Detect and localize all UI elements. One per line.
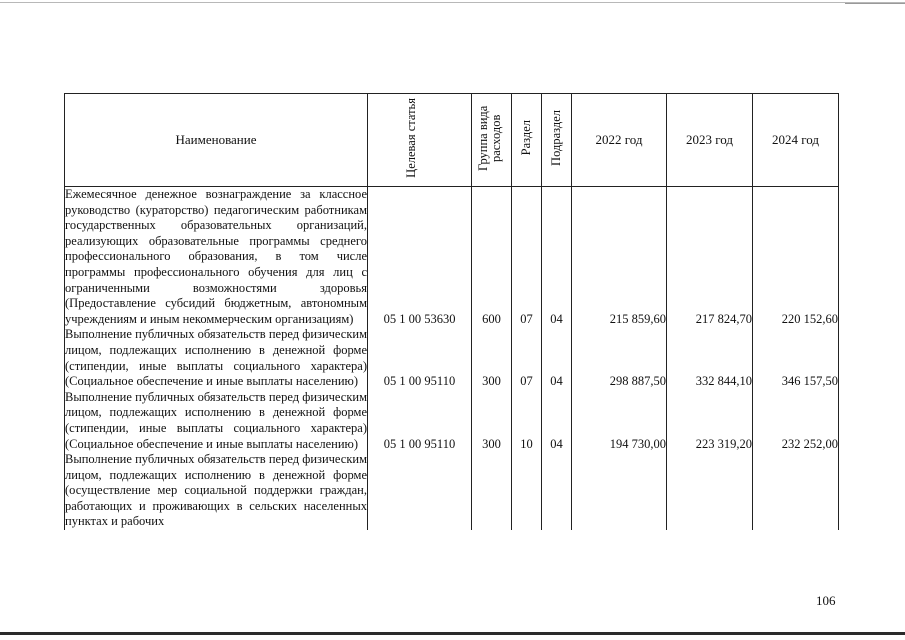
- header-year-2024: 2024 год: [753, 94, 839, 187]
- row-target-article: 05 1 00 95110: [368, 327, 472, 389]
- table-row-continued: [65, 452, 839, 530]
- row-amount-2024: 232 252,00: [753, 390, 839, 452]
- row-name: Выполнение публичных обязательств перед физическим лицом, подлежащих исполнению в денежной форме (стипендии, иные выплаты социального характера) (Социальное обеспечение и иные выплаты населению): [65, 389, 367, 451]
- table-row: [65, 390, 839, 452]
- header-year-2022: 2022 год: [572, 94, 667, 187]
- header-name: Наименование: [65, 94, 368, 187]
- row-subsection: 04: [542, 327, 572, 389]
- row-expense-group: 600: [472, 187, 512, 328]
- page-number: 106: [816, 593, 836, 608]
- row-section: 07: [512, 327, 542, 389]
- row-expense-group: 300: [472, 327, 512, 389]
- row-section: 07: [512, 187, 542, 328]
- row-target-article: 05 1 00 53630: [368, 187, 472, 328]
- row-amount-2023: 223 319,20: [667, 390, 753, 452]
- budget-table: [64, 93, 839, 530]
- header-target-article: [368, 94, 472, 187]
- row-subsection: 04: [542, 390, 572, 452]
- header-expense-group: [472, 94, 512, 187]
- header-expense-group-label: Группа вида расходов: [475, 105, 503, 171]
- row-expense-group: 300: [472, 390, 512, 452]
- row-amount-2023: 332 844,10: [667, 327, 753, 389]
- table-header-row: [65, 94, 839, 187]
- scan-edge-top: [0, 2, 905, 3]
- row-section: 10: [512, 390, 542, 452]
- row-target-article: 05 1 00 95110: [368, 390, 472, 452]
- scan-edge-top-right: [845, 3, 905, 4]
- row-amount-2022: 298 887,50: [572, 327, 667, 389]
- row-amount-2023: 217 824,70: [667, 187, 753, 328]
- scan-edge-bottom: [0, 632, 905, 635]
- row-amount-2022: 215 859,60: [572, 187, 667, 328]
- row-amount-2024: 220 152,60: [753, 187, 839, 328]
- header-subsection: [542, 94, 572, 187]
- row-name: Ежемесячное денежное вознаграждение за классное руководство (кураторство) педагогическим работникам государственных образовательных организаций, реализующих образовательные программы среднего профессионального образования, в том числе программы профессионального обучения для лиц с ограниченными возможностями здоровья (Предоставление субсидий бюджетным, автономным учреждениям и иным некоммерческим организациям): [65, 187, 367, 326]
- row-amount-2024: 346 157,50: [753, 327, 839, 389]
- row-name: Выполнение публичных обязательств перед физическим лицом, подлежащих исполнению в денежной форме (осуществление мер социальной поддержки граждан, работающих и проживающих в сельских населенных пунктах и рабочих: [65, 452, 367, 529]
- row-amount-2022: 194 730,00: [572, 390, 667, 452]
- row-subsection: 04: [542, 187, 572, 328]
- table-row: [65, 327, 839, 389]
- table-row: [65, 187, 839, 328]
- header-subsection-label: Подраздел: [548, 110, 563, 166]
- header-section: [512, 94, 542, 187]
- row-name: Выполнение публичных обязательств перед физическим лицом, подлежащих исполнению в денежной форме (стипендии, иные выплаты социального характера) (Социальное обеспечение и иные выплаты населению): [65, 327, 367, 389]
- header-section-label: Раздел: [518, 120, 533, 156]
- header-year-2023: 2023 год: [667, 94, 753, 187]
- header-target-article-label: Целевая статья: [403, 98, 418, 178]
